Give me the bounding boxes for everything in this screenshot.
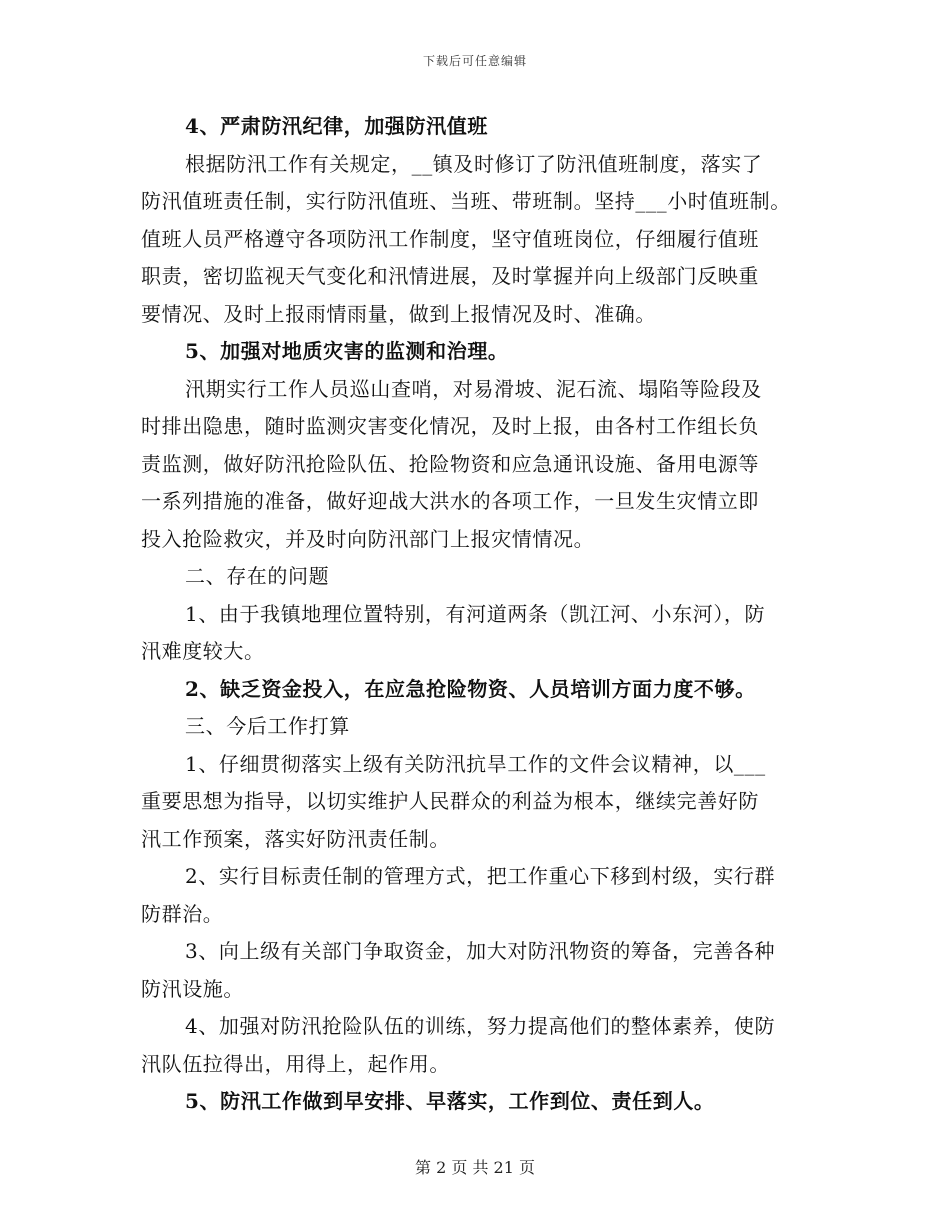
paragraph-line: 时排出隐患，随时监测灾害变化情况，及时上报，由各村工作组长负: [141, 414, 759, 438]
paragraph-line: 4、加强对防汛抢险队伍的训练，努力提高他们的整体素养，使防: [185, 1014, 776, 1038]
paragraph-line: 2、实行目标责任制的管理方式，把工作重心下移到村级，实行群: [185, 864, 776, 888]
paragraph-line: 3、向上级有关部门争取资金，加大对防汛物资的筹备，完善各种: [185, 939, 776, 963]
section-heading: 5、防汛工作做到早安排、早落实，工作到位、责任到人。: [185, 1089, 715, 1113]
section-heading: 三、今后工作打算: [185, 714, 350, 738]
paragraph-line: 值班人员严格遵守各项防汛工作制度，坚守值班岗位，仔细履行值班: [141, 226, 759, 251]
section-heading: 二、存在的问题: [185, 564, 330, 588]
page-header: 下载后可任意编辑: [422, 54, 527, 68]
paragraph-line: 一系列措施的准备，做好迎战大洪水的各项工作，一旦发生灾情立即: [141, 489, 759, 513]
document-body: [141, 108, 821, 1121]
paragraph-line: 投入抢险救灾，并及时向防汛部门上报灾情情况。: [141, 526, 595, 551]
paragraph-line: 1、仔细贯彻落实上级有关防汛抗旱工作的文件会议精神，以___: [185, 751, 766, 776]
paragraph-line: 职责，密切监视天气变化和汛情进展，及时掌握并向上级部门反映重: [141, 264, 759, 288]
paragraph-line: 要情况、及时上报雨情雨量，做到上报情况及时、准确。: [141, 301, 656, 326]
paragraph-line: 根据防汛工作有关规定，__镇及时修订了防汛值班制度，落实了: [185, 151, 763, 176]
paragraph-line: 防汛值班责任制，实行防汛值班、当班、带班制。坚持___小时值班制。: [141, 189, 791, 213]
paragraph-line: 汛难度较大。: [141, 639, 265, 663]
paragraph-line: 重要思想为指导，以切实维护人民群众的利益为根本，继续完善好防: [141, 789, 759, 813]
paragraph-line: 防汛设施。: [141, 976, 244, 1001]
paragraph-line: 责监测，做好防汛抢险队伍、抢险物资和应急通讯设施、备用电源等: [141, 451, 759, 476]
paragraph-line: 汛队伍拉得出，用得上，起作用。: [141, 1051, 450, 1076]
section-heading: 2、缺乏资金投入，在应急抢险物资、人员培训方面力度不够。: [185, 676, 756, 701]
section-heading: 5、加强对地质灾害的监测和治理。: [185, 339, 509, 363]
paragraph-line: 汛期实行工作人员巡山查哨，对易滑坡、泥石流、塌陷等险段及: [185, 376, 762, 401]
paragraph-line: 汛工作预案，落实好防汛责任制。: [141, 826, 450, 851]
paragraph-line: 1、由于我镇地理位置特别，有河道两条（凯江河、小东河），防: [185, 601, 766, 626]
section-heading: 4、严肃防汛纪律，加强防汛值班: [185, 114, 488, 138]
paragraph-line: 防群治。: [141, 901, 224, 926]
page-footer: 第 2 页 共 21 页: [415, 1158, 535, 1177]
